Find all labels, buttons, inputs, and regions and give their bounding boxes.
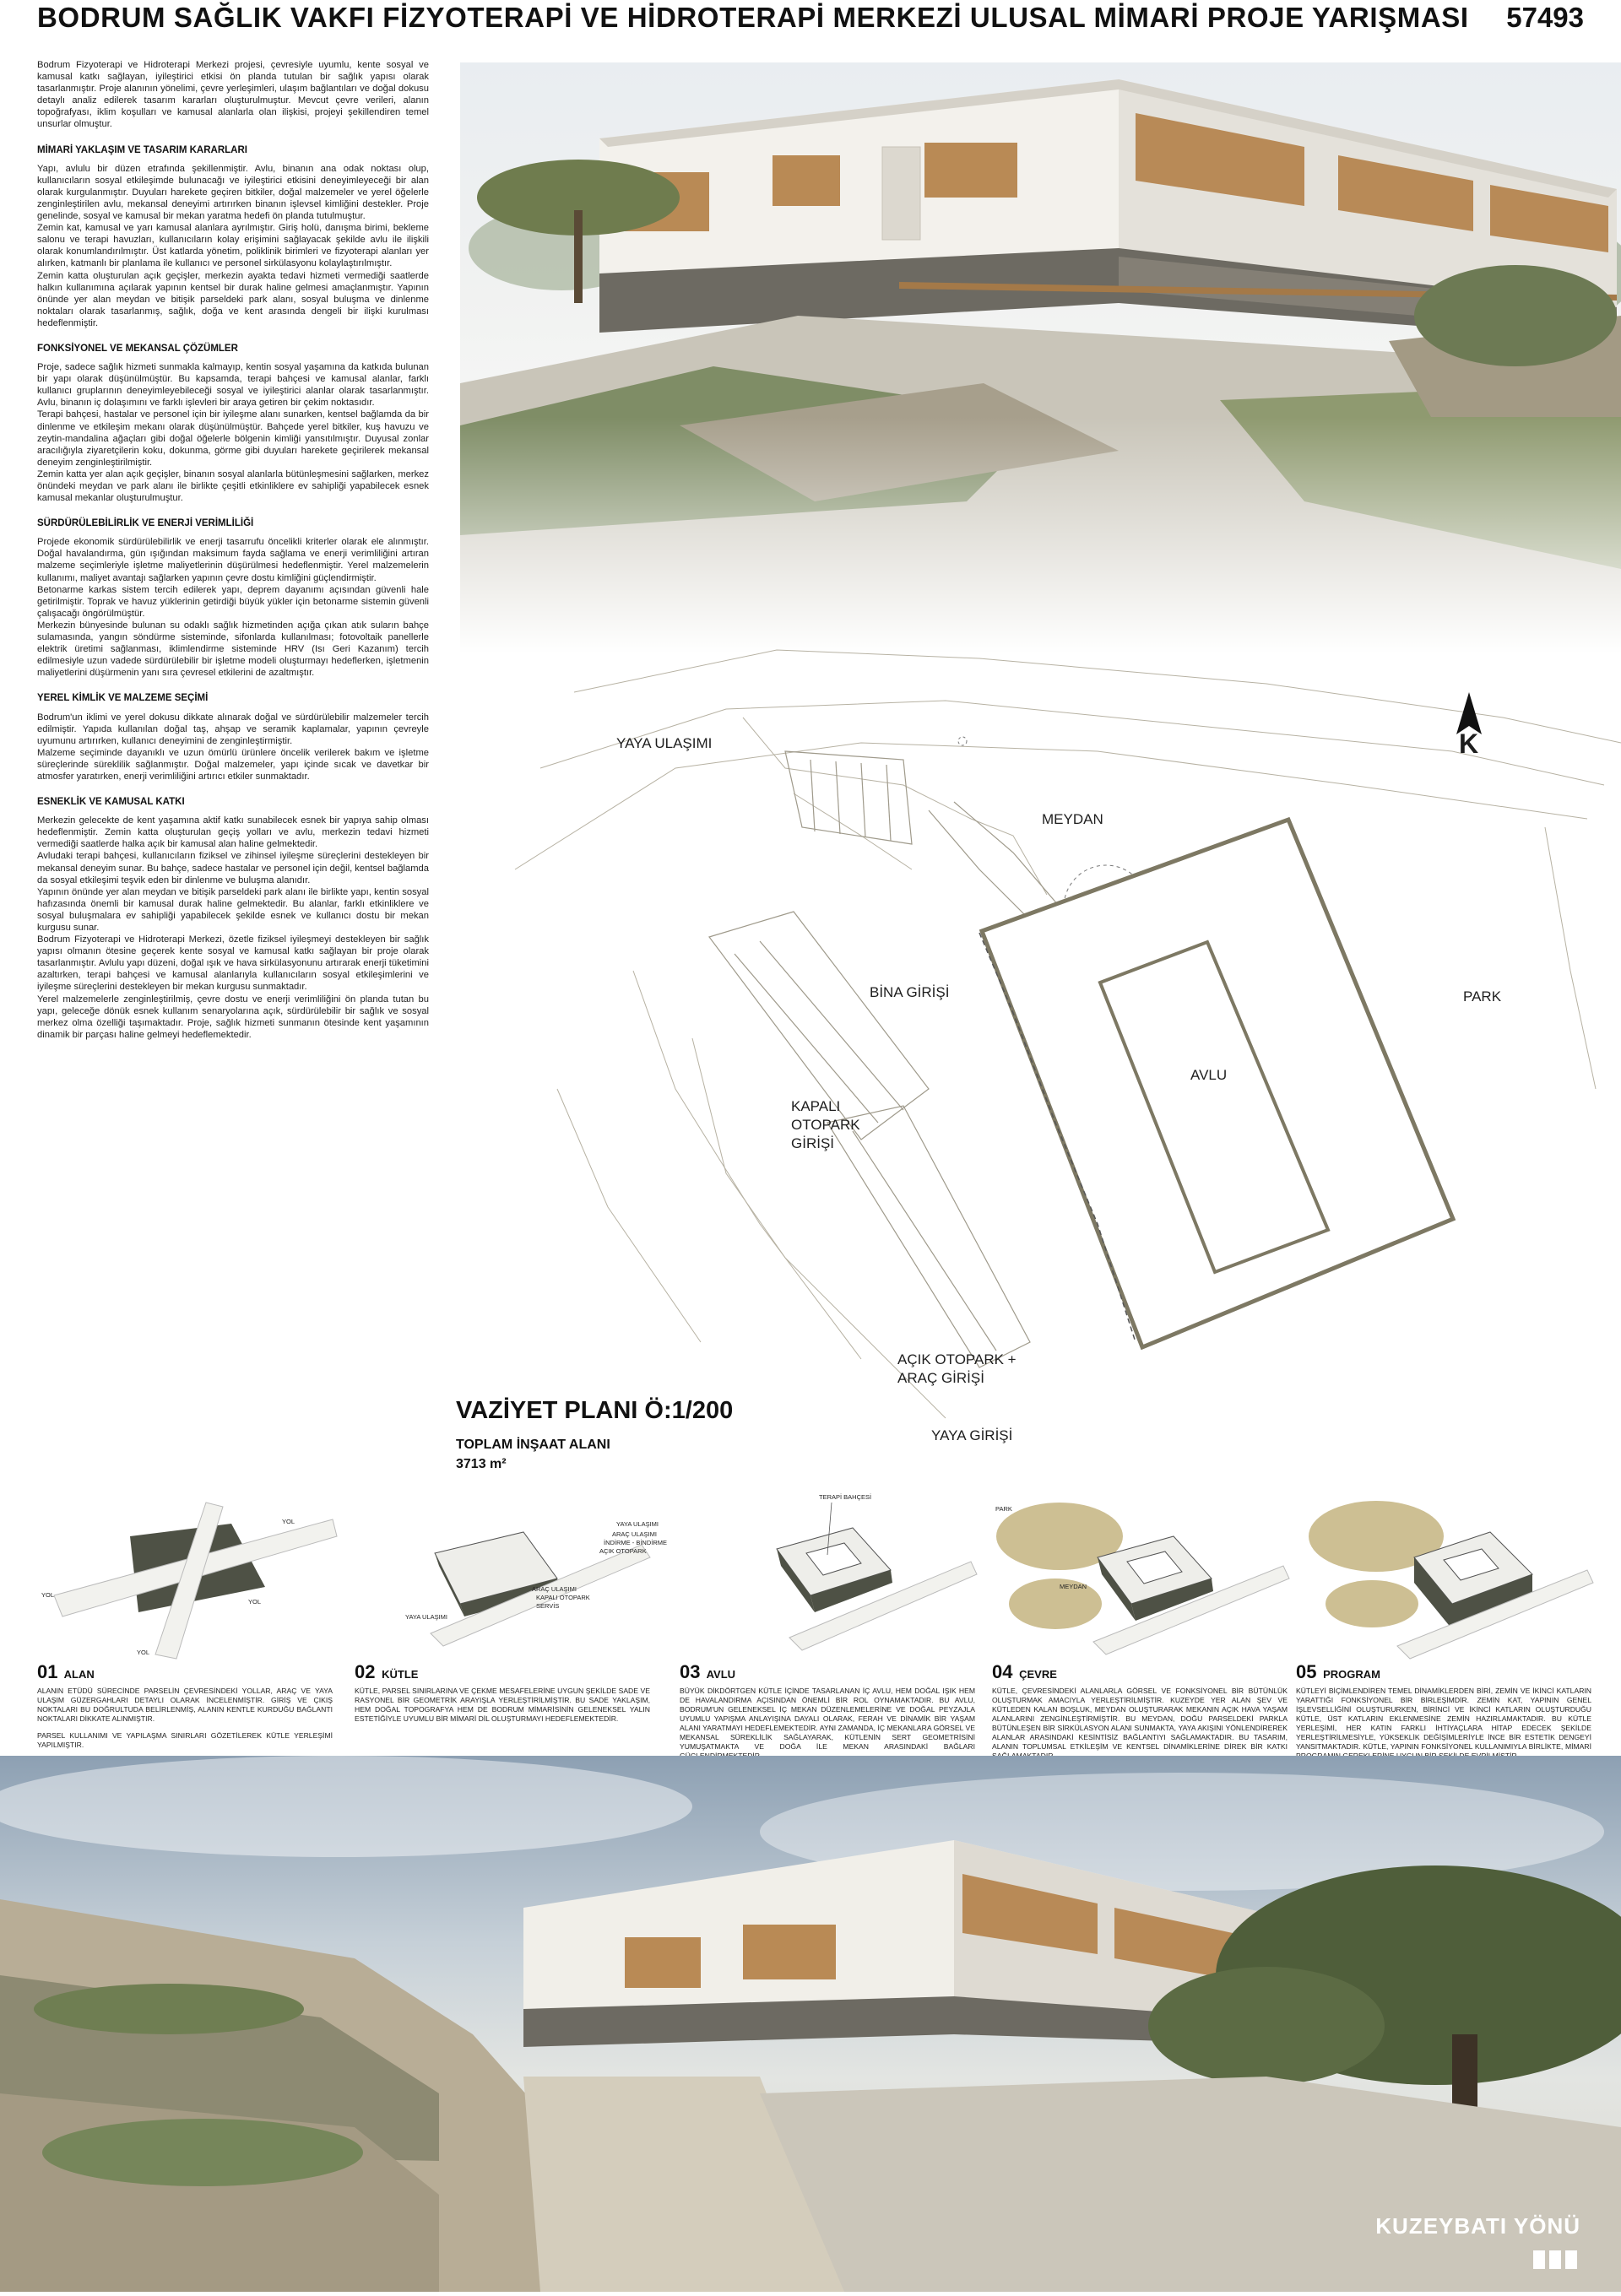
section-paragraph: Bodrum Fizyoterapi ve Hidroterapi Merkezi, özetle fiziksel iyileşmeyi destekleyen bir sağlık yapısı olmanın ötesine geçerek kente sosyal ve kamusal katkı sağlayan bir proje olarak tasarlanmıştır. Avlulu yapı düzeni, doğal ışık ve hava sirkülasyonunu artırarak enerji tüketimini azaltırken, terapi bahçesi ve kamusal alanlarıyla kullanıcıların sosyal etkileşimlerini ve iyileşme süreçlerini destekleyen bir mekan kurgusu sunmaktadır. xyxy=(37,934,429,993)
diagram-number: 05 xyxy=(1296,1661,1317,1682)
diagram-label: YOL xyxy=(41,1591,55,1599)
label-yaya-ulasimi: YAYA ULAŞIMI xyxy=(616,735,713,751)
section-heading: MİMARİ YAKLAŞIM VE TASARIM KARARLARI xyxy=(37,144,247,155)
diagram-label: ARAÇ ULAŞIMI xyxy=(612,1530,657,1538)
top-render-image xyxy=(460,62,1621,653)
diagram-label: YOL xyxy=(248,1598,262,1606)
label-acik-otopark xyxy=(897,1351,1017,1388)
section-paragraph: Zemin kat, kamusal ve yarı kamusal alanlara ayrılmıştır. Giriş holü, danışma birimi, bekleme salonu ve terapi havuzları, kullanıcıların kolay erişimini sağlayacak şekilde avlu ile ilişkili olarak konumlandırılmıştır. Üst katlarda yönetim, poliklinik birimleri ve fizyoterapi alanları yer alırken, katmanlı bir planlama ile kullanıcı ve personel sirkülasyonu kolaylaştırılmıştır. xyxy=(37,223,429,269)
diagram-paragraph: KÜTLE, ÇEVRESİNDEKİ ALANLARLA GÖRSEL VE FONKSİYONEL BİR BÜTÜNLÜK OLUŞTURMAK AMACIYLA YERLEŞTİRİLMİŞTİR. KUZEYDE YER ALAN ŞEV VE KÜTLEDEN KALAN BOŞLUK, MEYDAN OLUŞTURARAK MEKANIN AÇIK HAVA YAŞAM ALANLARINI ZENGİNLEŞTİRMİŞTİR. BU MEYDAN, DOĞU PARSELDEKİ PARKLA BÜTÜNLEŞEN BİR SİRKÜLASYON ALANI SUNMAKTA, YAYA AKIŞINI YÖNLENDİREREK ALANLAR ARASINDAKİ KESİNTİSİZ BAĞLANTIYI SAĞLAMAKTADIR. BU TASARIM, ALANIN TOPLUMSAL ETKİLEŞİM VE KENTSEL DİNAMİKLERİNE DİREK BİR KATKI xyxy=(992,1687,1288,1751)
section-paragraph: Zemin katta yer alan açık geçişler, binanın sosyal alanlarla bütünleşmesini sağlarken, merkez önündeki meydan ve park alanı ile birlikte çeşitli etkinliklere ev sahipliği yapabilecek esnek kamusal mekanlar oluşturulmuştur. xyxy=(37,468,429,504)
section-paragraph: Proje, sadece sağlık hizmeti sunmakla kalmayıp, kentin sosyal yaşamına da katkıda bulunan bir yapı olarak düşünülmüştür. Bu kapsamda, terapi bahçesi ve kamusal alanlar, farklı kullanıcı gruplarının deneyimleyebileceği sosyal ve iyileştirici alanlar olarak tasarlanmıştır. Avlu, binanın iç dolaşımını ve farklı işlevleri bir araya getiren bir çekim noktasıdır. xyxy=(37,362,429,409)
section-paragraph: Yapı, avlulu bir düzen etrafında şekillenmiştir. Avlu, binanın ana odak noktası olup, kullanıcıların sosyal etkileşimde bulunacağı ve iyileştirici etkisini deneyimleyeceği bir alan olarak kurgulanmıştır. Duyuları harekete geçiren bitkiler, doğal malzemeler ve yerel öğelerle zenginleştirilen avlu, mekansal deneyimi artırırken binanın işlevsel kimliğini destekler. Proje genelinde, sosyal ve kamusal bir mekan yaratma hedefi ön planda tutulmuştur. xyxy=(37,163,429,222)
diagram-heading xyxy=(355,1661,418,1683)
north-label: K xyxy=(1459,728,1479,759)
diagram-title: AVLU xyxy=(706,1668,736,1681)
section-heading: YEREL KİMLİK VE MALZEME SEÇİMİ xyxy=(37,693,209,704)
site-plan xyxy=(507,616,1621,1460)
section-paragraph: Merkezin gelecekte de kent yaşamına aktif katkı sunabilecek esnek bir yapıya sahip olması hedeflenmiştir. Zemin katta oluşturulan geçiş yolları ve avlu, merkezin tedavi hizmeti vermediği saatlerde halka açık bir kamusal alan haline gelmektedir. xyxy=(37,815,429,850)
diagram-number: 04 xyxy=(992,1661,1013,1682)
diagram-heading xyxy=(1296,1661,1380,1683)
label-avlu: AVLU xyxy=(1190,1067,1228,1083)
label-kapali-otopark xyxy=(791,1097,860,1153)
entry-code: 57493 xyxy=(1506,2,1584,33)
section-heading: ESNEKLİK VE KAMUSAL KATKI xyxy=(37,797,185,808)
area-label: TOPLAM İNŞAAT ALANI xyxy=(456,1438,610,1452)
bottom-render-image xyxy=(0,1756,1621,2292)
poster-title: BODRUM SAĞLIK VAKFI FİZYOTERAPİ VE HİDROTERAPİ MERKEZİ ULUSAL MİMARİ PROJE YARIŞMASI xyxy=(37,2,1469,33)
section-paragraph: Yapının önünde yer alan meydan ve bitişik parseldeki park alanı ile birlikte yapı, kentin sosyal hafızasında önemli bir kamusal durak haline gelmektedir. Bu alanlar, farklı etkinliklere ve sosyal buluşmalara ev sahipliği yapabilecek şekilde esnek ve kullanıcı dostu bir mekan kurgusu sunar. xyxy=(37,886,429,933)
label-line: AÇIK OTOPARK + xyxy=(897,1351,1017,1367)
label-park: PARK xyxy=(1463,988,1502,1004)
diagram-title: PROGRAM xyxy=(1323,1668,1380,1681)
section-paragraph: Merkezin bünyesinde bulunan su odaklı sağlık hizmetinden açığa çıkan atık suların bahçe sulamasında, yangın söndürme sisteminde, sifonlarda kullanılması; fotovoltaik panellerle elektrik üretimi sağlanması, iklimlendirme sisteminde HRV (Isı Geri Kazanım) tercih edilmesiyle uzun vadede sürdürülebilir bir işletme modeli oluşturmayı hedeflerken, işletmenin maliyetlerini düşürmenin yanı sıra çevresel etkilerini de azaltmıştır. xyxy=(37,620,429,679)
diagram-number: 03 xyxy=(680,1661,701,1682)
label-meydan: MEYDAN xyxy=(1042,811,1103,827)
section-paragraph: Malzeme seçiminde dayanıklı ve uzun ömürlü ürünlere öncelik verilerek bakım ve işletme süreçlerinde süreklilik sağlanmıştır. Doğal malzemeler, yapı içinde sıcak ve davetkar bir atmosfer yaratırken, enerji verimliliğini artırıcı etkiler sunmaktadır. xyxy=(37,747,429,782)
page-marks xyxy=(1529,2250,1577,2273)
diagram-program xyxy=(1296,1486,1596,1659)
diagram-paragraph: PARSEL KULLANIMI VE YAPILAŞMA SINIRLARI GÖZETİLEREK KÜTLE YERLEŞİMİ YAPILMIŞTIR. xyxy=(37,1731,333,1749)
diagram-label: SERVİS xyxy=(536,1602,560,1610)
section-paragraph: Terapi bahçesi, hastalar ve personel için bir iyileşme alanı sunarken, kentsel bağlamda da bir dinlenme ve etkileşim mekanı olarak düşünülmüştür. Bahçede yerel bitkiler, kuş havuzu ve zeytin-mandalina ağaçları gibi doğal öğelerle bölgenin kimliği yansıtılmıştır. Duyusal zonlar aracılığıyla ziyaretçilerin koku, dokunma, görme gibi duyuları harekete geçirilerek mekansal deneyim zenginleştirilmiştir. xyxy=(37,409,429,468)
render-caption: KUZEYBATI YÖNÜ xyxy=(1375,2213,1580,2239)
diagram-cevre xyxy=(992,1486,1292,1659)
label-yaya-girisi: YAYA GİRİŞİ xyxy=(931,1427,1013,1443)
label-line: ARAÇ GİRİŞİ xyxy=(897,1370,984,1386)
diagram-paragraph: ALANIN ETÜDÜ SÜRECİNDE PARSELİN ÇEVRESİNDEKİ YOLLAR, ARAÇ VE YAYA ULAŞIM GÜZERGAHLARI DETAYLI OLARAK İNCELENMİŞTİR. GİRİŞ VE ÇIKIŞ NOKTALARI BU DOĞRULTUDA BELİRLENMİŞ, ALANIN KENTLE KURDUĞU BAĞLANTI NOKTALARI DİKKATE ALINMIŞTIR. xyxy=(37,1687,333,1723)
diagram-label: YOL xyxy=(282,1518,295,1525)
intro-paragraph: Bodrum Fizyoterapi ve Hidroterapi Merkezi projesi, çevresiyle uyumlu, kente sosyal ve kamusal katkı sağlayan, iyileştirici etkisi ön planda tutulan bir sağlık yapısı olarak tasarlanmıştır. Proje alanının yönelimi, çevre yerleşimleri, ulaşım bağlantıları ve doğal dokusu detaylı analiz edilerek tasarım kararları oluşturulmuştur. Mevcut çevre verileri, alanın topoğrafyası, iklim koşulları ve kamusal alanlarla olan ilişkisi, projeyi şekillendiren temel unsurlar olmuştur. xyxy=(37,60,429,130)
diagram-heading xyxy=(37,1661,95,1683)
diagram-kutle xyxy=(355,1486,667,1659)
diagram-label: MEYDAN xyxy=(1060,1583,1087,1590)
label-line: OTOPARK xyxy=(791,1117,860,1133)
diagram-alan xyxy=(37,1486,337,1659)
diagram-number: 01 xyxy=(37,1661,58,1682)
label-line: GİRİŞİ xyxy=(791,1135,835,1151)
section-paragraph: Yerel malzemelerle zenginleştirilmiş, çevre dostu ve enerji verimliliğini ön planda tutan bu yapı, geleceğe dönük esnek kullanım senaryolarına açık, sürdürülebilir bir sağlık ve sosyal merkez olma özelliği taşımaktadır. Proje, sağlık hizmeti sunmanın ötesinde kent yaşamının dinamik bir parçası haline gelmeyi hedeflemektedir. xyxy=(37,994,429,1040)
project-description xyxy=(37,59,429,1041)
diagram-label: KAPALI OTOPARK xyxy=(536,1594,590,1601)
label-bina-girisi: BİNA GİRİŞİ xyxy=(870,984,950,1000)
diagram-heading xyxy=(680,1661,735,1683)
section-paragraph: Avludaki terapi bahçesi, kullanıcıların fiziksel ve zihinsel iyileşme süreçlerini destekleyen bir mekansal deneyim sunar. Bu bahçe, sadece hastalar ve personel için değil, kentsel bağlamda da sosyal etkileşimi teşvik eden bir dinlenme ve buluşma alanıdır. xyxy=(37,851,429,885)
diagram-label: PARK xyxy=(995,1505,1012,1513)
diagram-paragraph: BÜYÜK DİKDÖRTGEN KÜTLE İÇİNDE TASARLANAN İÇ AVLU, HEM DOĞAL IŞIK HEM DE HAVALANDIRMA AÇISINDAN ÖNEMLİ BİR ROL OYNAMAKTADIR. BU AVLU, BODRUM'UN GELENEKSEL İÇ MEKAN DÜZENLEMELERİNE VE DOĞAL PEYZAJLA UYUMLU YAPIŞMA ANLAYIŞINA DAYALI OLARAK, FERAH VE DİNAMİK BİR YAŞAM ALANI YARATMAYI HEDEFLEMEKTEDİR. AYNI ZAMANDA, İÇ MEKANLARA GÖRSEL VE MEKANSAL SÜREKLİLİK SAĞLAYARAK, KÜTLENİN SERT GEOMETRİSİNİ YUMUŞATMAKTA VE DOĞA İLE MEKAN ARASINDAKİ BAĞLARI xyxy=(680,1687,975,1751)
diagram-avlu xyxy=(680,1486,979,1659)
section-paragraph: Bodrum'un iklimi ve yerel dokusu dikkate alınarak doğal ve sürdürülebilir malzemeler tercih edilmiştir. Yapıda kullanılan doğal taş, ahşap ve seramik kaplamalar, yapının çevreyle uyumunu artırırken, kullanıcı deneyimini de zenginleştirmiştir. xyxy=(37,712,429,746)
diagram-title: ÇEVRE xyxy=(1019,1668,1057,1681)
area-value: 3713 m² xyxy=(456,1457,507,1471)
section-heading: FONKSİYONEL VE MEKANSAL ÇÖZÜMLER xyxy=(37,343,238,354)
site-plan-title: VAZİYET PLANI Ö:1/200 xyxy=(456,1397,734,1424)
diagram-label: YOL xyxy=(137,1649,150,1656)
diagram-label: YAYA ULAŞIMI xyxy=(616,1520,659,1528)
section-paragraph: Projede ekonomik sürdürülebilirlik ve enerji tasarrufu öncelikli kriterler olarak ele alınmıştır. Doğal havalandırma, gün ışığından maksimum fayda sağlama ve enerji verimliliğini artıran malzeme seçimleriyle işletme maliyetlerinin düşürülmesi hedeflenmiştir. Yerel malzemelerin kullanımı, maliyet avantajı sağlarken yapının çevre dostu kimliğini güçlendirmiştir. xyxy=(37,537,429,583)
diagram-description xyxy=(37,1687,333,1757)
diagram-label: TERAPİ BAHÇESİ xyxy=(819,1493,872,1501)
diagram-paragraph: KÜTLE, PARSEL SINIRLARINA VE ÇEKME MESAFELERİNE UYGUN ŞEKİLDE SADE VE RASYONEL BİR GEOMETRİK ARAYIŞLA YERLEŞTİRİLMİŞTİR. BU SADE YAKLAŞIM, HEM DOĞAL TOPOGRAFYA HEM DE BODRUM MİMARİSİNİN GELENEKSEL YALIN ESTETİĞİYLE UYUMLU BİR MİMARİ DİL OLUŞTURMAYI HEDEFLEMEKTEDİR. xyxy=(355,1687,650,1723)
diagram-number: 02 xyxy=(355,1661,376,1682)
diagram-paragraph: KÜTLEYİ BİÇİMLENDİREN TEMEL DİNAMİKLERDEN BİRİ, ZEMİN VE İKİNCİ KATLARIN YARATTIĞI FONKSİYONEL BİR BİRLEŞİMDİR. ZEMİN KAT, YAPININ GENEL İŞLEVSELLİĞİNİ OLUŞTURURKEN, BİRİNCİ VE İKİNCİ KATLARIN OLUŞTURDUĞU KÜTLE, ÜST KATLARIN EKLENMESİNE ZEMİN HAZIRLAMAKTADIR. BU KÜTLE YERLEŞİMİ, HER KATIN FARKLI İHTİYAÇLARA HİTAP EDECEK ŞEKİLDE YERLEŞTİRİLMESİYLE, YÜKSEKLİK DEĞİŞİMLERİYLE İNCE BİR ESTETİK DENGEYİ YANSITMAKTADIR. KÜTLE, YAPININ FONKSİYONEL KULLANIMIYLA BİRLİKTE, MİMARİ xyxy=(1296,1687,1591,1751)
diagram-heading xyxy=(992,1661,1057,1683)
diagram-label: ARAÇ ULAŞIMI xyxy=(532,1585,577,1593)
diagram-title: KÜTLE xyxy=(382,1668,419,1681)
section-paragraph: Zemin katta oluşturulan açık geçişler, merkezin ayakta tedavi hizmeti vermediği saatlerde halkın kullanımına açılarak yapının kentsel bir durak haline gelmesi amaçlanmıştır. Yapının önünde yer alan meydan ve bitişik parseldeki park alanı, sosyal buluşma ve dinlenme noktaları olarak tasarlanmış, sağlık, doğa ve kent arasında dengeli bir ilişki kurulması hedeflenmiştir. xyxy=(37,270,429,328)
diagram-label: YAYA ULAŞIMI xyxy=(405,1613,448,1621)
section-paragraph: Betonarme karkas sistem tercih edilerek yapı, deprem dayanımı açısından güvenli hale getirilmiştir. Toprak ve havuz yüklerinin getirdiği büyük yükler için betonarme sistemin güvenli çalışacağı öngörülmüştür. xyxy=(37,584,429,619)
diagram-label: İNDİRME - BİNDİRME xyxy=(604,1539,667,1546)
label-line: KAPALI xyxy=(791,1098,841,1114)
diagram-title: ALAN xyxy=(63,1668,95,1681)
diagram-description xyxy=(355,1687,650,1731)
diagram-label: AÇIK OTOPARK xyxy=(599,1547,647,1555)
section-heading: SÜRDÜRÜLEBİLİRLİK VE ENERJİ VERİMLİLİĞİ xyxy=(37,518,254,529)
